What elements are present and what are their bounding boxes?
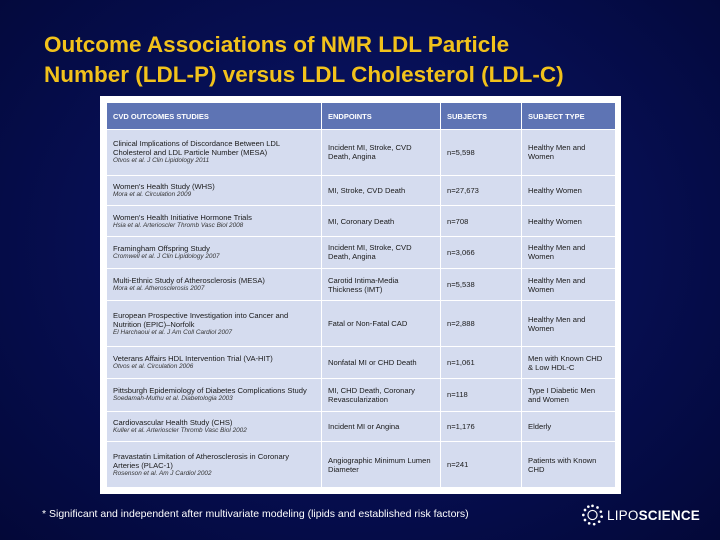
column-header-studies: CVD OUTCOMES STUDIES — [107, 103, 322, 130]
study-citation: El Harchaoui et al. J Am Coll Cardiol 2007 — [113, 328, 233, 336]
endpoints-cell: Carotid Intima-Media Thickness (IMT) — [322, 269, 441, 301]
table-row — [107, 130, 616, 176]
study-cell — [107, 411, 322, 442]
study-citation: Mora et al. Circulation 2009 — [113, 191, 192, 199]
endpoints-cell: MI, Coronary Death — [322, 206, 441, 237]
table-body — [107, 130, 616, 488]
subjects-cell: n=27,673 — [441, 175, 522, 206]
study-cell — [107, 442, 322, 488]
study-cell — [107, 347, 322, 379]
study-cell — [107, 301, 322, 347]
subject-type-cell: Patients with Known CHD — [522, 442, 616, 488]
study-citation: Cromwell et al. J Clin Lipidology 2007 — [113, 252, 220, 260]
logo-wordmark — [607, 508, 700, 523]
study-cell — [107, 269, 322, 301]
table-row — [107, 269, 616, 301]
subject-type-cell: Healthy Women — [522, 175, 616, 206]
endpoints-cell: MI, Stroke, CVD Death — [322, 175, 441, 206]
lipoprotein-particle-icon — [580, 500, 605, 530]
study-citation: Soedamah-Muthu et al. Diabetologia 2003 — [113, 395, 233, 403]
column-header-subject-type: SUBJECT TYPE — [522, 103, 616, 130]
endpoints-cell: MI, CHD Death, Coronary Revascularization — [322, 379, 441, 411]
footnote: * Significant and independent after multivariate modeling (lipids and established risk factors) — [42, 508, 469, 520]
subjects-cell: n=5,598 — [441, 130, 522, 176]
subjects-cell: n=1,061 — [441, 347, 522, 379]
study-cell — [107, 236, 322, 268]
table-row — [107, 206, 616, 237]
study-name: Pravastatin Limitation of Atherosclerosis in Coronary Arteries (PLAC-1) — [113, 451, 290, 470]
study-cell — [107, 130, 322, 176]
subjects-cell: n=5,538 — [441, 269, 522, 301]
subject-type-cell: Healthy Men and Women — [522, 301, 616, 347]
subjects-cell: n=1,176 — [441, 411, 522, 442]
study-name: Cardiovascular Health Study (CHS) — [113, 417, 233, 427]
study-cell — [107, 206, 322, 237]
study-citation: Mora et al. Atherosclerosis 2007 — [113, 285, 205, 293]
subject-type-cell: Type I Diabetic Men and Women — [522, 379, 616, 411]
column-header-endpoints: ENDPOINTS — [322, 103, 441, 130]
subject-type-cell: Men with Known CHD & Low HDL-C — [522, 347, 616, 379]
study-cell — [107, 175, 322, 206]
subject-type-cell: Elderly — [522, 411, 616, 442]
subjects-cell: n=3,066 — [441, 236, 522, 268]
study-name: Veterans Affairs HDL Intervention Trial (VA-HIT) — [113, 354, 273, 364]
study-citation: Otvos et al. J Clin Lipidology 2011 — [113, 157, 210, 165]
logo-text-light: LIPO — [607, 507, 639, 523]
table-row — [107, 301, 616, 347]
slide-title-line-2: Number (LDL-P) versus LDL Cholesterol (LDL-C) — [44, 62, 564, 87]
study-citation: Otvos et al. Circulation 2006 — [113, 363, 194, 371]
slide-title — [44, 30, 684, 90]
studies-table-frame — [100, 96, 621, 494]
study-citation: Hsia et al. Arterioscler Thromb Vasc Biol 2008 — [113, 221, 244, 229]
study-name: Framingham Offspring Study — [113, 243, 210, 253]
subject-type-cell: Healthy Men and Women — [522, 269, 616, 301]
table-row — [107, 442, 616, 488]
study-name: Women's Health Study (WHS) — [113, 182, 215, 192]
study-name: Women's Health Initiative Hormone Trials — [113, 212, 252, 222]
studies-table — [106, 102, 616, 488]
subjects-cell: n=2,888 — [441, 301, 522, 347]
table-header-row — [107, 103, 616, 130]
subjects-cell: n=118 — [441, 379, 522, 411]
study-cell — [107, 379, 322, 411]
table-row — [107, 379, 616, 411]
table-row — [107, 236, 616, 268]
logo-text-bold: SCIENCE — [638, 507, 700, 523]
subject-type-cell: Healthy Men and Women — [522, 130, 616, 176]
liposcience-logo — [580, 500, 700, 530]
subject-type-cell: Healthy Men and Women — [522, 236, 616, 268]
endpoints-cell: Incident MI, Stroke, CVD Death, Angina — [322, 130, 441, 176]
study-name: Multi-Ethnic Study of Atherosclerosis (MESA) — [113, 276, 265, 286]
endpoints-cell: Incident MI, Stroke, CVD Death, Angina — [322, 236, 441, 268]
study-name: Pittsburgh Epidemiology of Diabetes Complications Study — [113, 386, 307, 396]
table-row — [107, 411, 616, 442]
study-citation: Rosenson et al. Am J Cardiol 2002 — [113, 469, 212, 477]
endpoints-cell: Nonfatal MI or CHD Death — [322, 347, 441, 379]
endpoints-cell: Incident MI or Angina — [322, 411, 441, 442]
subjects-cell: n=708 — [441, 206, 522, 237]
column-header-subjects: SUBJECTS — [441, 103, 522, 130]
endpoints-cell: Fatal or Non-Fatal CAD — [322, 301, 441, 347]
endpoints-cell: Angiographic Minimum Lumen Diameter — [322, 442, 441, 488]
subjects-cell: n=241 — [441, 442, 522, 488]
study-name: Clinical Implications of Discordance Between LDL Cholesterol and LDL Particle Number (MESA) — [113, 139, 280, 158]
table-row — [107, 347, 616, 379]
table-row — [107, 175, 616, 206]
study-citation: Kuller et al. Arterioscler Thromb Vasc Biol 2002 — [113, 426, 247, 434]
subject-type-cell: Healthy Women — [522, 206, 616, 237]
study-name: European Prospective Investigation into Cancer and Nutrition (EPIC)–Norfolk — [113, 310, 289, 329]
slide-title-line-1: Outcome Associations of NMR LDL Particle — [44, 32, 510, 57]
